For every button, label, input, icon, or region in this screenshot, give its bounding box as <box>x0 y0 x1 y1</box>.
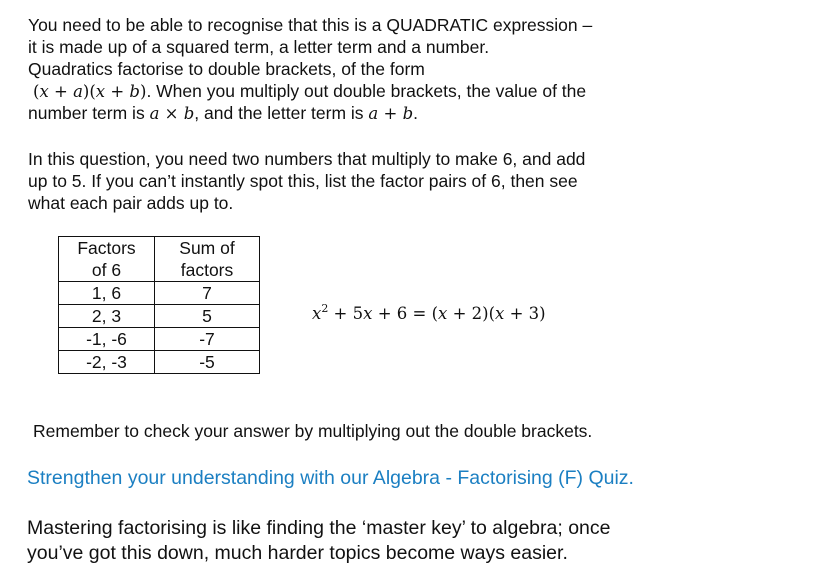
factor-pair-cell: -1, -6 <box>59 328 155 351</box>
intro-line-5-middle: , and the letter term is <box>194 103 369 123</box>
question-line-3: what each pair adds up to. <box>28 193 234 213</box>
header-factors-line-2: of 6 <box>91 260 122 280</box>
table-row <box>59 305 260 328</box>
table-header-row <box>59 237 260 282</box>
factor-pair-cell: 1, 6 <box>59 282 155 305</box>
closing-line-1: Mastering factorising is like finding the ‘master key’ to algebra; once <box>27 517 611 539</box>
factors-table <box>58 236 260 374</box>
question-line-1: In this question, you need two numbers that multiply to make 6, and add <box>28 149 586 169</box>
header-sum-line-1: Sum of <box>179 238 235 258</box>
header-factors-line-1: Factors <box>77 238 136 258</box>
intro-line-4-text: . When you multiply out double brackets, the value of the <box>146 81 587 101</box>
sum-cell: 5 <box>155 305 260 328</box>
double-bracket-form: (x + a)(x + b) <box>33 82 147 101</box>
intro-line-2: it is made up of a squared term, a letter term and a number. <box>28 37 490 57</box>
sum-expression: a + b <box>368 104 414 123</box>
sum-cell: -7 <box>155 328 260 351</box>
reminder-text: Remember to check your answer by multiplying out the double brackets. <box>33 421 593 441</box>
header-sum <box>155 237 260 282</box>
intro-line-4 <box>28 80 586 103</box>
sum-cell: -5 <box>155 351 260 374</box>
intro-line-1: You need to be able to recognise that this is a QUADRATIC expression – <box>28 15 593 35</box>
header-factors <box>59 237 155 282</box>
sum-cell: 7 <box>155 282 260 305</box>
question-line-2: up to 5. If you can’t instantly spot this, list the factor pairs of 6, then see <box>28 171 578 191</box>
intro-line-5-suffix: . <box>413 103 419 123</box>
table-row <box>59 328 260 351</box>
factor-pair-cell: -2, -3 <box>59 351 155 374</box>
quiz-link[interactable]: Strengthen your understanding with our Algebra - Factorising (F) Quiz. <box>27 467 634 489</box>
table-row <box>59 282 260 305</box>
closing-line-2: you’ve got this down, much harder topics become ways easier. <box>27 542 568 564</box>
factor-pair-cell: 2, 3 <box>59 305 155 328</box>
product-expression: a × b <box>149 104 195 123</box>
intro-line-3: Quadratics factorise to double brackets, of the form <box>28 59 425 79</box>
intro-line-5-prefix: number term is <box>28 103 150 123</box>
intro-line-5 <box>28 102 418 125</box>
header-sum-line-2: factors <box>180 260 234 280</box>
table-row <box>59 351 260 374</box>
factorised-equation: $x^2 + 5x + 6 = (x + 2)(x + 3)$ <box>312 302 546 323</box>
